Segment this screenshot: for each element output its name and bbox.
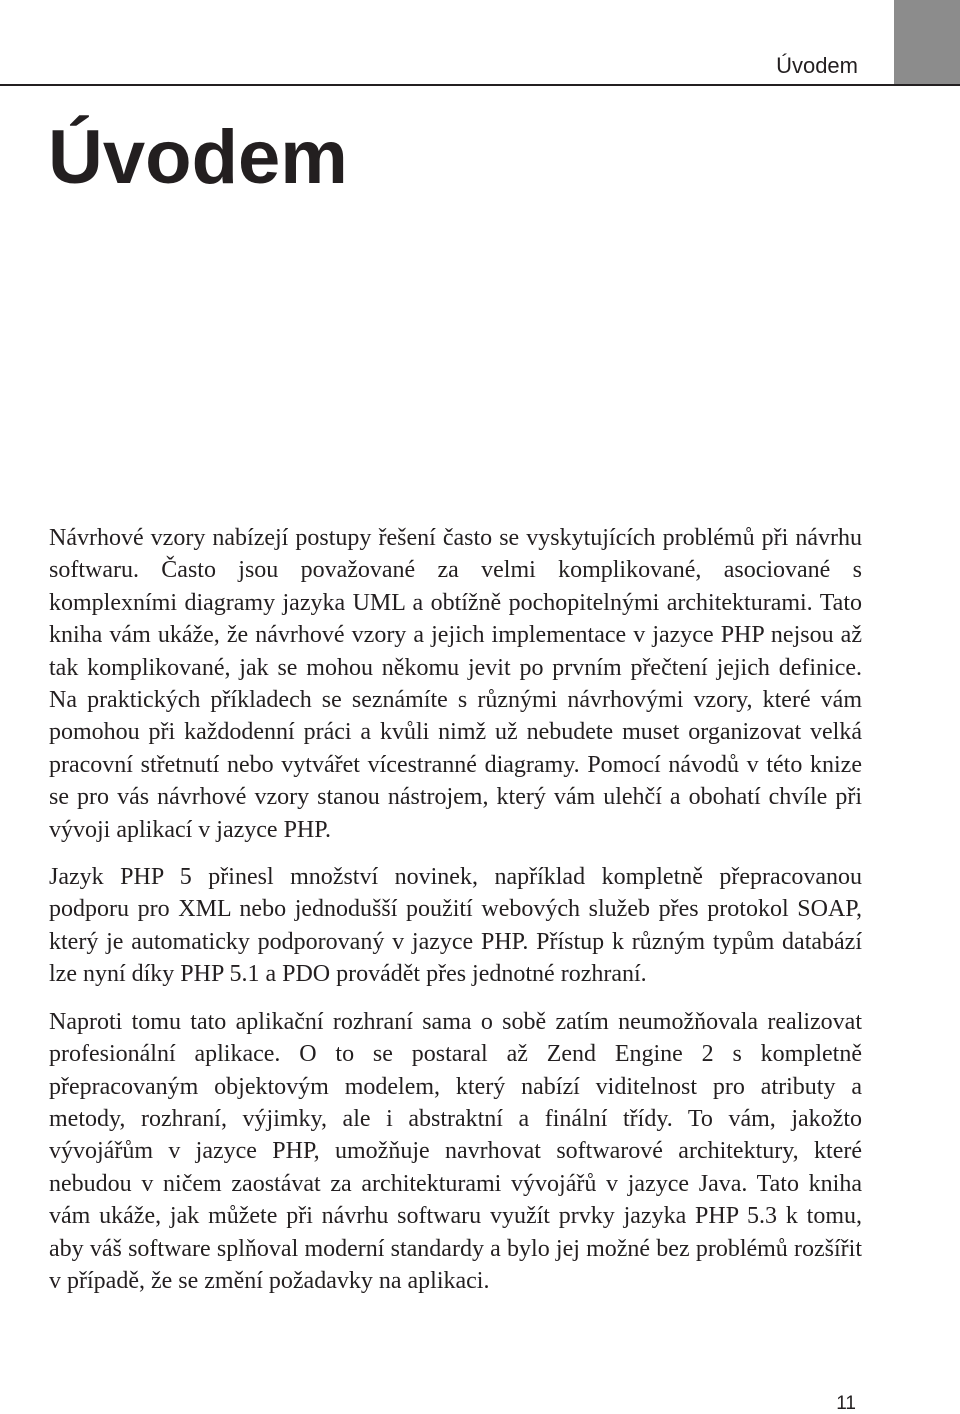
paragraph-3: Naproti tomu tato aplikační rozhraní sama o sobě zatím neumožňovala realizovat profesionální aplikace. O to se postaral až Zend Engine 2 s kompletně přepracovaným objektovým modelem, který nabízí viditelnost pro atributy a metody, rozhraní, výjimky, ale i abstraktní a finální třídy. To vám, jakožto vývojářům v jazyce PHP, umožňuje navrhovat softwarové architektury, které nebudou v ničem zaostávat za architekturami vývojářů v jazyce Java. Tato kniha vám ukáže, jak můžete při návrhu softwaru využít prvky jazyka PHP 5.3 k tomu, aby váš software splňoval moderní standardy a bylo jej možné bez problémů rozšířit v případě, že se změní požadavky na aplikaci. [49, 1008, 862, 1294]
body-text [49, 522, 862, 1312]
chapter-title: Úvodem [48, 115, 348, 200]
paragraph-1: Návrhové vzory nabízejí postupy řešení často se vyskytujících problémů při návrhu softwaru. Často jsou považované za velmi komplikované, asociované s komplexními diagramy jazyka UML a obtížně pochopitelnými architekturami. Tato kniha vám ukáže, že návrhové vzory a jejich implementace v jazyce PHP nejsou až tak komplikované, jak se mohou někomu jevit po prvním přečtení jejich definice. Na praktických příkladech se seznámíte s různými návrhovými vzory, které vám pomohou při každodenní práci a kvůli nimž už nebudete muset organizovat velká pracovní střetnutí nebo vytvářet vícestranné diagramy. Pomocí návodů v této knize se pro vás návrhové vzory stanou nástrojem, který vám ulehčí a obohatí chvíle při vývoji aplikací v jazyce PHP. [49, 525, 862, 843]
page-number: 11 [836, 1393, 856, 1414]
header-rule [0, 84, 960, 86]
paragraph-2: Jazyk PHP 5 přinesl množství novinek, například kompletně přepracovanou podporu pro XML nebo jednodušší použití webových služeb přes protokol SOAP, který je automaticky podporovaný v jazyce PHP. Přístup k různým typům databází lze nyní díky PHP 5.1 a PDO provádět přes jednotné rozhraní. [49, 864, 862, 988]
chapter-tab-marker [894, 0, 960, 86]
running-head: Úvodem [776, 53, 858, 78]
